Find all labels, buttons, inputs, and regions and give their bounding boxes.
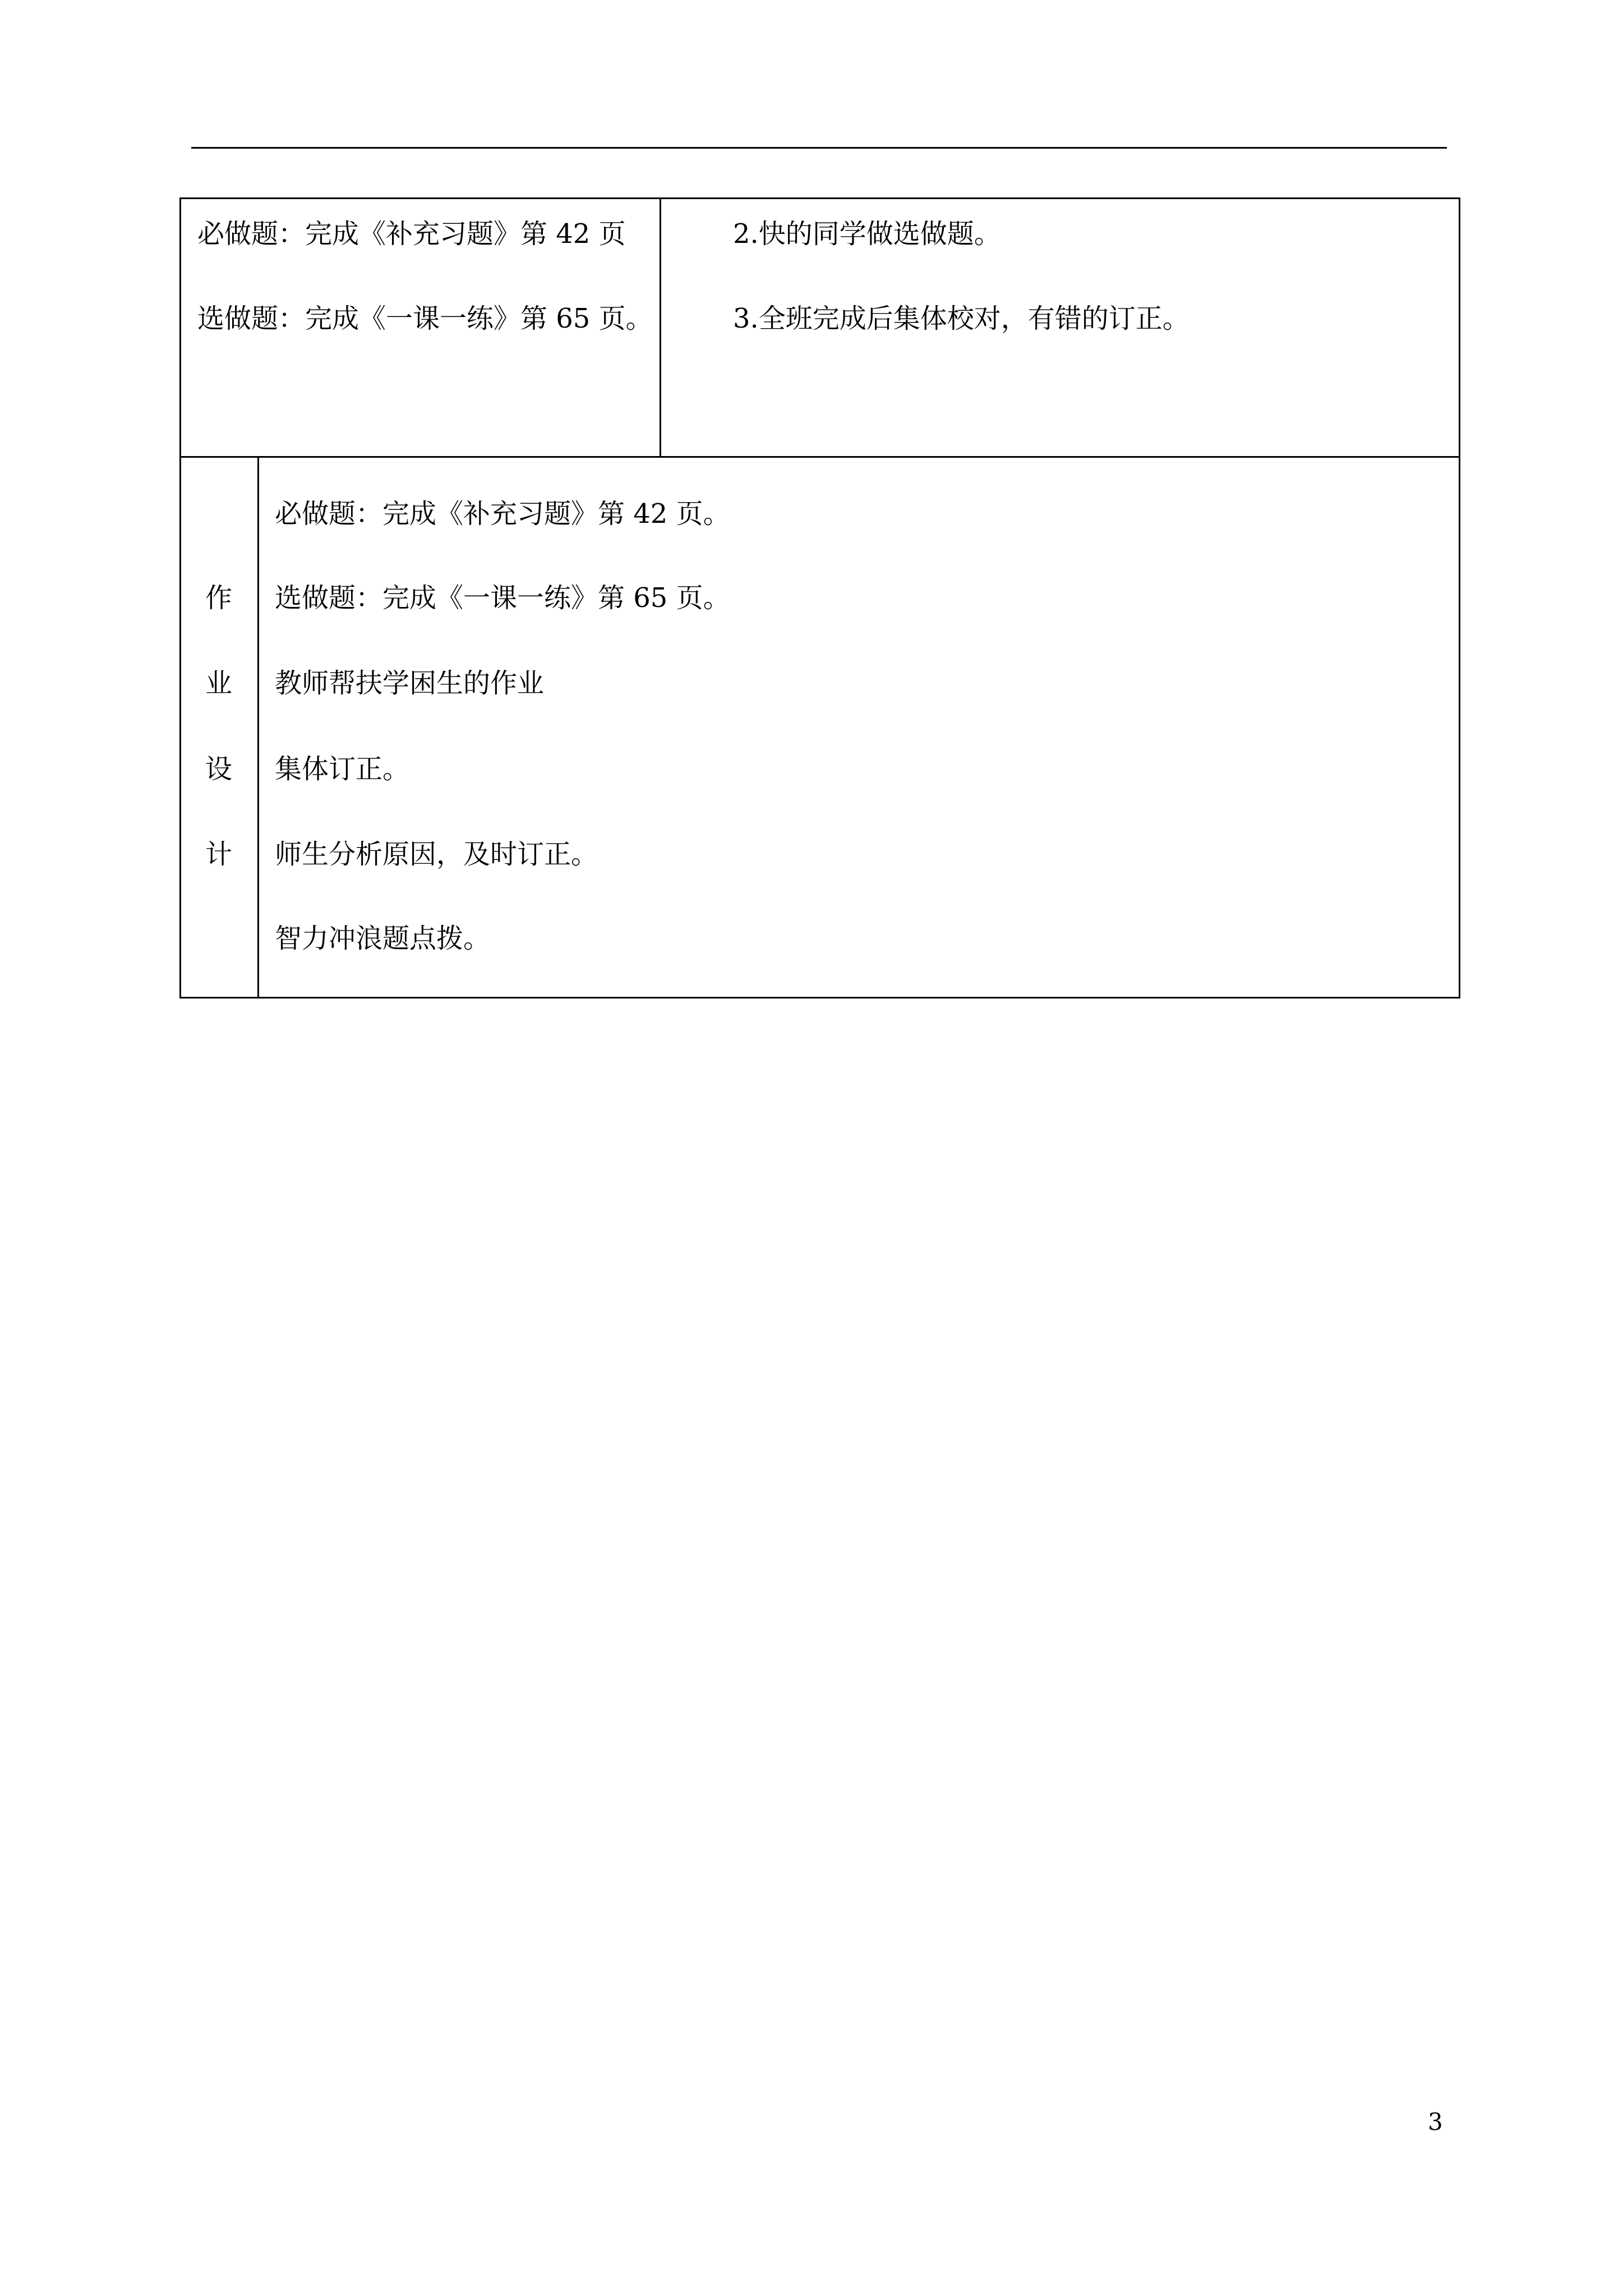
homework-line-optional: 选做题：完成《一课一练》第 65 页。 [275, 582, 730, 614]
page-number: 3 [1428, 2108, 1443, 2136]
homework-line-correction: 集体订正。 [275, 753, 410, 785]
homework-label-char-4: 计 [205, 839, 232, 870]
homework-line-analysis: 师生分析原因，及时订正。 [275, 839, 598, 870]
homework-table [179, 456, 1460, 999]
homework-line-tutoring: 教师帮扶学困生的作业 [275, 668, 545, 699]
homework-line-required: 必做题：完成《补充习题》第 42 页。 [275, 498, 730, 530]
right-cell-line-step-2: 2.快的同学做选做题。 [733, 218, 1001, 250]
top-table-divider [660, 197, 661, 458]
left-cell-line-required: 必做题：完成《补充习题》第 42 页 [197, 218, 626, 250]
homework-line-challenge: 智力冲浪题点拨。 [275, 923, 491, 954]
right-cell-line-step-3: 3.全班完成后集体校对，有错的订正。 [733, 303, 1189, 334]
homework-label-char-3: 设 [205, 753, 232, 785]
left-cell-line-optional: 选做题：完成《一课一练》第 65 页。 [197, 303, 653, 334]
header-rule [191, 147, 1447, 149]
homework-label-char-1: 作 [205, 582, 232, 614]
homework-label-char-2: 业 [205, 668, 232, 699]
homework-table-divider [257, 456, 259, 999]
